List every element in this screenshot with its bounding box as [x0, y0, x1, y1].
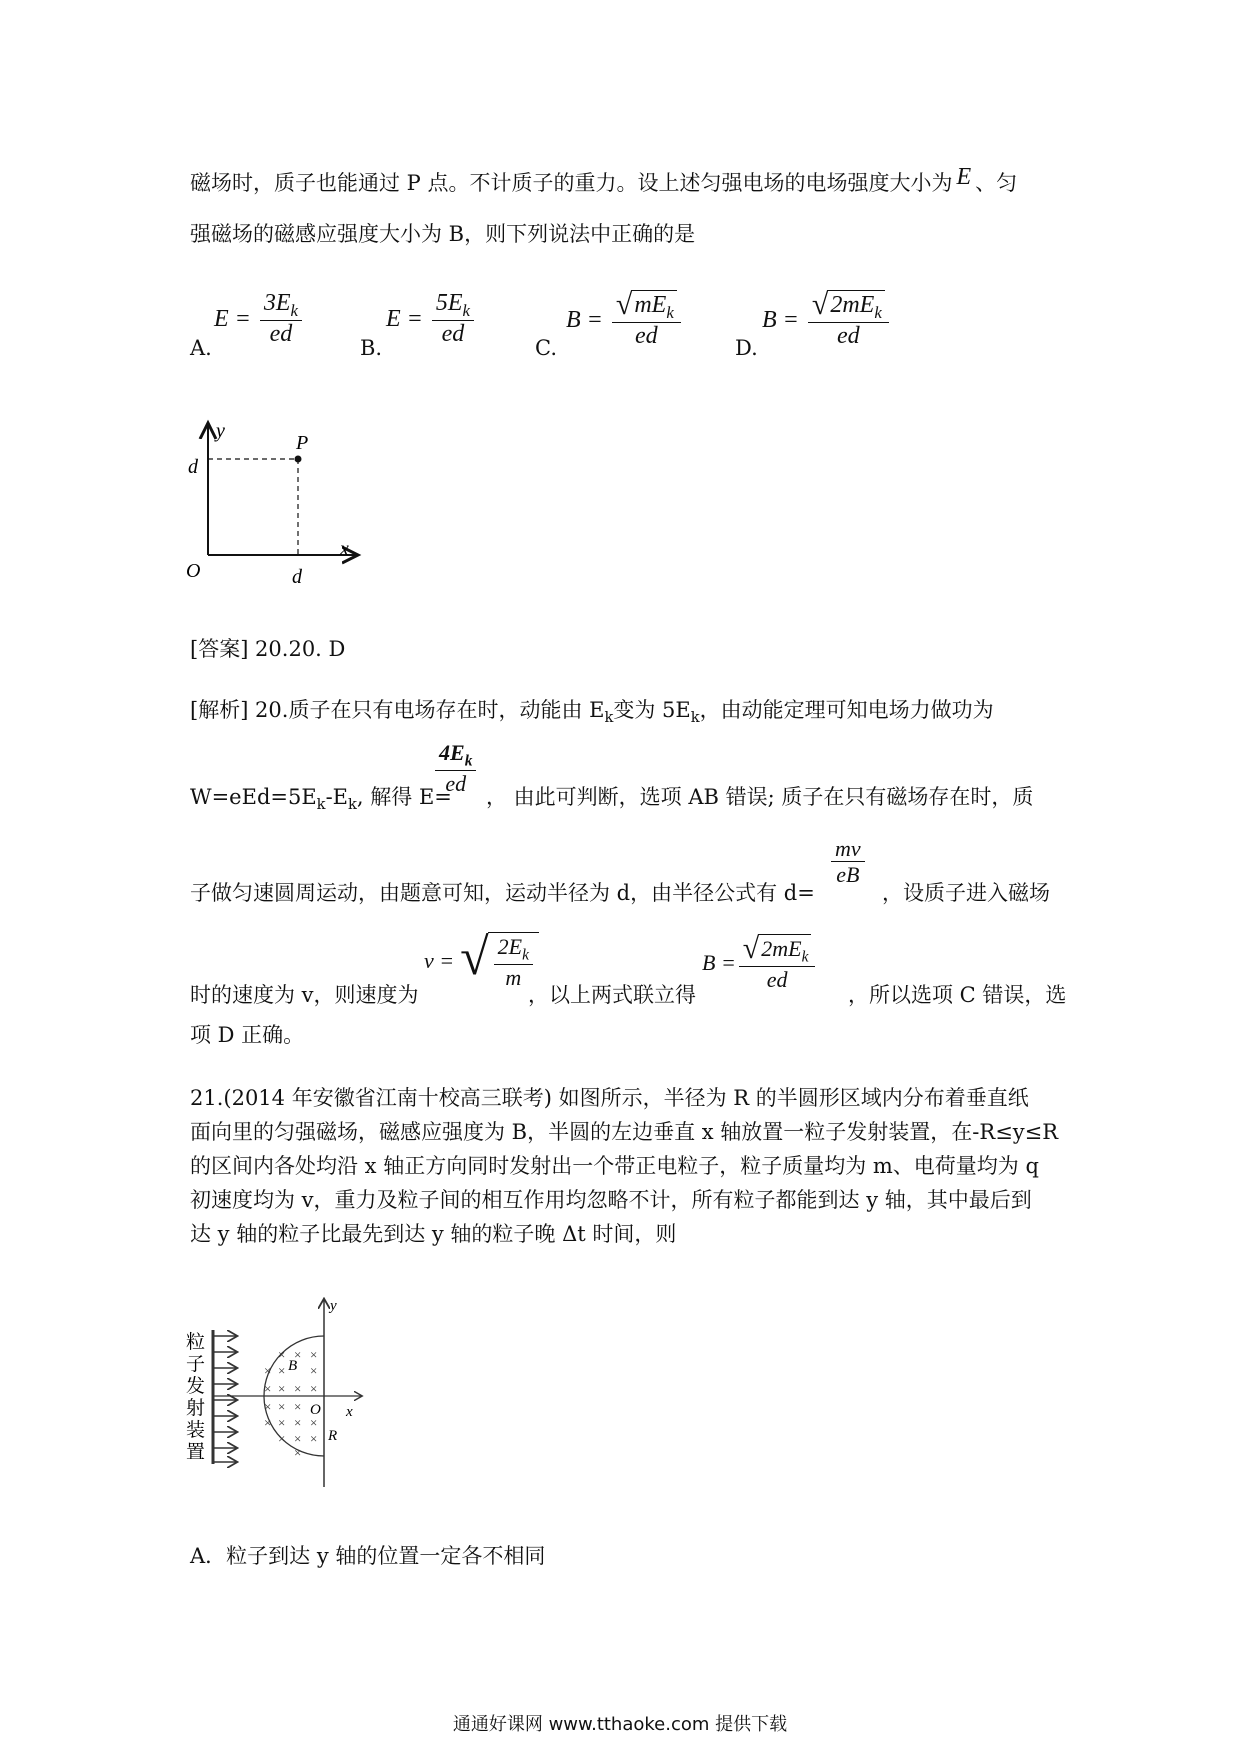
- analysis-line-2: $W=eEd=5E_k-E_k$, 解得 E=: [190, 785, 452, 814]
- field-cross: ×: [278, 1415, 286, 1430]
- device-label-char: 置: [186, 1441, 206, 1463]
- option-a-formula: E = $\frac{3E_k}{ed}$: [214, 290, 305, 349]
- field-cross: ×: [264, 1363, 272, 1378]
- q21-option-a: A．粒子到达 y 轴的位置一定各不相同: [190, 1544, 546, 1568]
- field-cross: ×: [310, 1363, 318, 1378]
- option-c-formula: B = √ $mE_k$ ed: [566, 290, 684, 351]
- analysis-line-5: 项 D 正确。: [190, 1023, 305, 1047]
- y-axis-label: y: [330, 1298, 337, 1314]
- point-p: [295, 456, 302, 463]
- page-footer: 通通好课网 www.tthaoke.com 提供下载: [452, 1714, 788, 1735]
- d-x-label: d: [292, 566, 302, 588]
- q21-line-1: 21.(2014 年安徽省江南十校高三联考) 如图所示，半径为 R 的半圆形区域内分布着垂直纸: [190, 1086, 1029, 1110]
- option-d-label: D.: [735, 336, 758, 360]
- option-a-label: A.: [190, 336, 212, 360]
- device-label-char: 发: [186, 1375, 206, 1397]
- o-label: O: [310, 1402, 321, 1418]
- field-cross: ×: [310, 1415, 318, 1430]
- device-label-char: 粒: [186, 1331, 206, 1353]
- answer-line: [答案] 20.20. D: [190, 637, 346, 661]
- q21-line-2: 面向里的匀强磁场，磁感应强度为 B，半圆的左边垂直 x 轴放置一粒子发射装置，在-R≤y≤R: [190, 1120, 1059, 1144]
- field-cross: ×: [294, 1445, 302, 1460]
- q20-figure: [180, 415, 380, 590]
- field-cross: ×: [294, 1399, 302, 1414]
- q21-line-3: 的区间内各处均沿 x 轴正方向同时发射出一个带正电粒子，粒子质量均为 m、电荷量均为 q: [190, 1154, 1039, 1178]
- b-label: B: [288, 1358, 298, 1374]
- analysis-line-3: 子做匀速圆周运动，由题意可知，运动半径为 d，由半径公式有 d=: [190, 881, 815, 905]
- field-cross: ×: [294, 1415, 302, 1430]
- field-cross: ×: [278, 1347, 286, 1362]
- field-cross: ×: [278, 1399, 286, 1414]
- analysis-frac-e: $\frac{4E_k}{ed}$: [432, 740, 479, 796]
- q20-line-2: 强磁场的磁感应强度大小为 B，则下列说法中正确的是: [190, 222, 696, 246]
- field-cross: ×: [264, 1415, 272, 1430]
- d-y-label: d: [188, 456, 198, 478]
- field-cross: ×: [310, 1381, 318, 1396]
- analysis-frac-d: $\frac{mv}{eB}$: [828, 836, 868, 888]
- e-symbol: E: [956, 164, 972, 190]
- r-label: R: [328, 1428, 338, 1444]
- field-cross: ×: [294, 1381, 302, 1396]
- analysis-line-4-tail: ，所以选项 C 错误，选: [848, 983, 1067, 1007]
- formula-b: B = √ $2mE_k$ ed: [702, 934, 818, 992]
- option-c-label: C.: [535, 336, 557, 360]
- q20-line-1: 磁场时，质子也能通过 P 点。不计质子的重力。设上述匀强电场的电场强度大小为 E 、匀: [190, 164, 1018, 195]
- device-label-char: 射: [186, 1397, 206, 1419]
- field-cross: ×: [264, 1381, 272, 1396]
- x-axis-label: x: [346, 1404, 353, 1420]
- analysis-line-4-mid: ，以上两式联立得: [528, 983, 696, 1007]
- field-cross: ×: [278, 1381, 286, 1396]
- q21-figure: [186, 1292, 366, 1492]
- field-cross: ×: [294, 1431, 302, 1446]
- field-cross: ×: [264, 1399, 272, 1414]
- origin-label: O: [186, 560, 201, 582]
- y-axis-label: y: [216, 420, 225, 442]
- analysis-line-1: [解析] 20.质子在只有电场存在时，动能由 $E_k$变为 $5E_k$，由动能定理可知电场力做功为: [190, 698, 994, 727]
- option-b-formula: E = $\frac{5E_k}{ed}$: [386, 290, 477, 349]
- field-cross: ×: [310, 1347, 318, 1362]
- device-label-char: 装: [186, 1419, 206, 1441]
- x-axis-label: x: [340, 538, 349, 560]
- analysis-line-2-tail: ， 由此可判断，选项 AB 错误; 质子在只有磁场存在时，质: [486, 785, 1034, 809]
- device-label-char: 子: [186, 1353, 206, 1375]
- analysis-line-3-tail: ，设质子进入磁场: [882, 881, 1050, 905]
- q21-line-5: 达 y 轴的粒子比最先到达 y 轴的粒子晚 Δt 时间，则: [190, 1222, 677, 1246]
- point-p-label: P: [296, 432, 309, 454]
- formula-v: v = √ $\frac{2E_k}{m}$: [424, 932, 539, 990]
- q21-line-4: 初速度均为 v，重力及粒子间的相互作用均忽略不计，所有粒子都能到达 y 轴，其中最后到: [190, 1188, 1032, 1212]
- analysis-line-4: 时的速度为 v，则速度为: [190, 983, 419, 1007]
- emitter-arrows: [213, 1336, 236, 1462]
- device-label: [186, 1331, 205, 1463]
- field-cross: ×: [278, 1431, 286, 1446]
- option-d-formula: B = √ $2mE_k$ ed: [762, 290, 892, 351]
- field-cross: ×: [310, 1431, 318, 1446]
- option-b-label: B.: [360, 336, 383, 360]
- field-cross: ×: [278, 1363, 286, 1378]
- field-cross: ×: [294, 1347, 302, 1362]
